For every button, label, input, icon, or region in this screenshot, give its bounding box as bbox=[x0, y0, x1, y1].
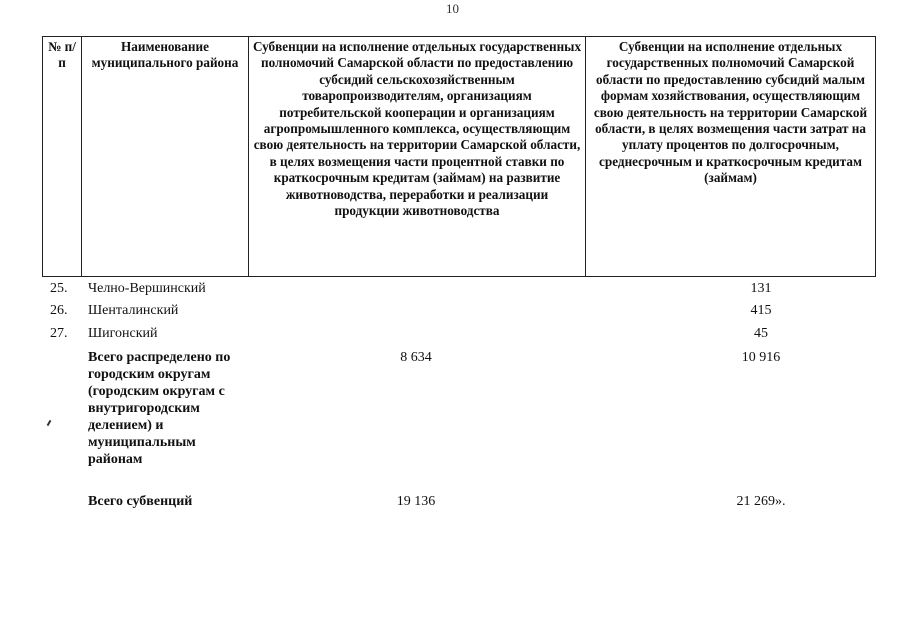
header-district-name: Наименование муниципального района bbox=[82, 37, 249, 277]
total-distributed-livestock: 8 634 bbox=[400, 350, 432, 365]
total-subventions-label: Всего субвенций bbox=[88, 494, 193, 509]
row-number: 25. bbox=[50, 281, 68, 296]
stray-mark bbox=[47, 420, 52, 426]
value-small-farms: 131 bbox=[750, 281, 772, 296]
district-name: Челно-Вершинский bbox=[88, 281, 206, 296]
district-name: Шигонский bbox=[88, 326, 158, 341]
total-distributed-small-farms: 10 916 bbox=[741, 350, 781, 365]
header-num: № п/п bbox=[43, 37, 82, 277]
value-small-farms: 415 bbox=[750, 303, 772, 318]
total-subventions-livestock: 19 136 bbox=[396, 494, 436, 509]
header-subvention-small-farms: Субвенции на исполнение отдельных государственных полномочий Самарской области по предоставлению субсидий малым формам хозяйствования, осуществляющим свою деятельность на территории Самарской области, в целях возмещения части затрат на уплату процентов по долгосрочным, среднесрочным и краткосрочным кредитам (займам) bbox=[586, 37, 876, 277]
page-number: 10 bbox=[446, 2, 459, 14]
row-number: 27. bbox=[50, 326, 68, 341]
value-small-farms: 45 bbox=[754, 326, 768, 341]
row-number: 26. bbox=[50, 303, 68, 318]
header-subvention-livestock: Субвенции на исполнение отдельных государственных полномочий Самарской области по предоставлению субсидий сельскохозяйственным товаропроизводителям, организациям потребительской кооперации и организациям агропромышленного комплекса, осуществляющим свою деятельность на территории Самарской области, в целях возмещения части процентной ставки по краткосрочным кредитам (займам) на развитие животноводства, переработки и реализации продукции животноводства bbox=[249, 37, 586, 277]
header-row bbox=[43, 37, 876, 277]
total-distributed-label: Всего распределено по городским округам (городским округам с внутригородским делением) и муниципальным районам bbox=[88, 350, 231, 467]
district-name: Шенталинский bbox=[88, 303, 179, 318]
total-subventions-small-farms: 21 269». bbox=[736, 494, 786, 509]
header-table bbox=[42, 36, 876, 277]
